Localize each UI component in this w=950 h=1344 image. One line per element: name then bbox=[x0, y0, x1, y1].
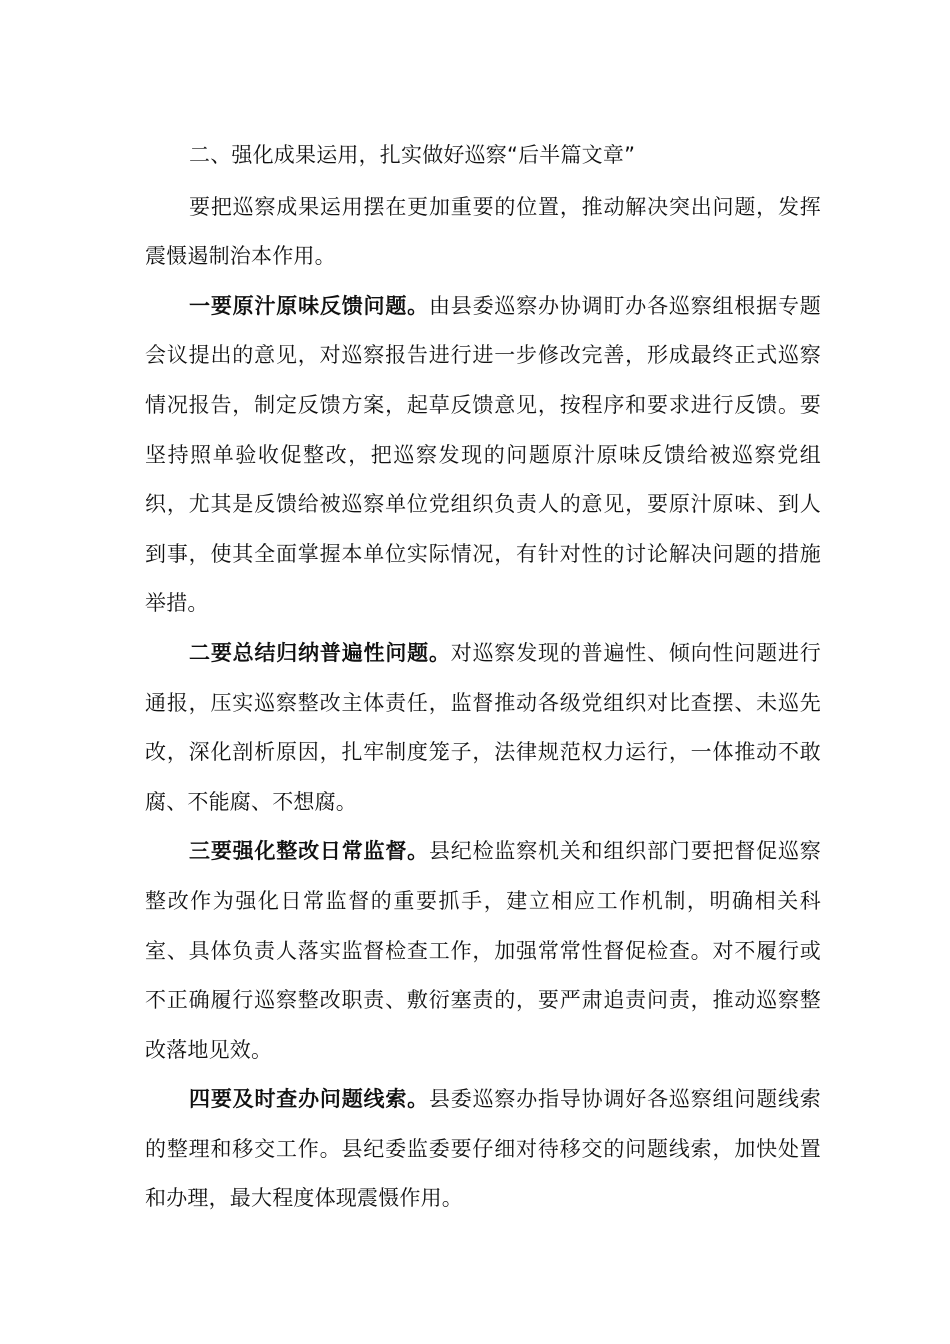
item-body-3: 县纪检监察机关和组织部门要把督促巡察整改作为强化日常监督的重要抓手，建立相应工作机制，明确相关科室、具体负责人落实监督检查工作，加强常常性督促检查。对不履行或不正确履行巡察整改职责、敷衍塞责的，要严肃追责问责，推动巡察整改落地见效。 bbox=[145, 839, 821, 1062]
item-lead-3: 三要强化整改日常监督。 bbox=[189, 839, 429, 864]
item-paragraph-3 bbox=[145, 827, 821, 1075]
intro-paragraph: 要把巡察成果运用摆在更加重要的位置，推动解决突出问题，发挥震慑遏制治本作用。 bbox=[145, 194, 821, 269]
item-paragraph-1 bbox=[145, 282, 821, 629]
item-lead-4: 四要及时查办问题线索。 bbox=[189, 1087, 429, 1112]
item-paragraph-4 bbox=[145, 1075, 821, 1224]
item-paragraph-2 bbox=[145, 629, 821, 827]
item-lead-2: 二要总结归纳普遍性问题。 bbox=[189, 640, 451, 665]
item-body-4: 县委巡察办指导协调好各巡察组问题线索的整理和移交工作。县纪委监委要仔细对待移交的问题线索，加快处置和办理，最大程度体现震慑作用。 bbox=[145, 1087, 821, 1211]
section-heading: 二、强化成果运用，扎实做好巡察“后半篇文章” bbox=[189, 143, 636, 167]
document-body bbox=[145, 131, 821, 1224]
item-lead-1: 一要原汁原味反馈问题。 bbox=[189, 293, 429, 318]
item-body-2: 对巡察发现的普遍性、倾向性问题进行通报，压实巡察整改主体责任，监督推动各级党组织对比查摆、未巡先改，深化剖析原因，扎牢制度笼子，法律规范权力运行，一体推动不敢腐、不能腐、不想腐。 bbox=[145, 640, 821, 814]
item-body-1: 由县委巡察办协调盯办各巡察组根据专题会议提出的意见，对巡察报告进行进一步修改完善，形成最终正式巡察情况报告，制定反馈方案，起草反馈意见，按程序和要求进行反馈。要坚持照单验收促整改，把巡察发现的问题原汁原味反馈给被巡察党组织，尤其是反馈给被巡察单位党组织负责人的意见，要原汁原味、到人到事，使其全面掌握本单位实际情况，有针对性的讨论解决问题的措施举措。 bbox=[145, 293, 821, 616]
